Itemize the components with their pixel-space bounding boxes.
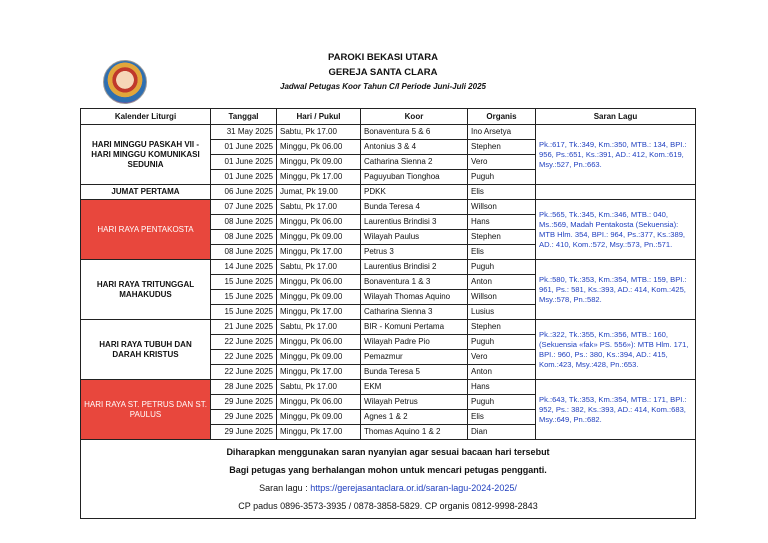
choir-cell: Antonius 3 & 4	[361, 140, 468, 155]
table-row	[81, 320, 696, 335]
organist-cell: Willson	[468, 200, 536, 215]
table-row	[81, 125, 696, 140]
date-cell: 01 June 2025	[211, 140, 277, 155]
liturgical-calendar-cell: HARI RAYA PENTAKOSTA	[81, 200, 211, 260]
footer-line-1: Diharapkan menggunakan saran nyanyian agar sesuai bacaan hari tersebut	[226, 447, 550, 457]
organist-cell: Vero	[468, 350, 536, 365]
song-suggestion-cell: Pk.:617, Tk.:349, Km.:350, MTB.: 134, BPI.: 956, Ps.:651, Ks.:391, AD.: 412, Kom.:619, Msy.:527, Pn.:663.	[536, 125, 696, 185]
table-row	[81, 380, 696, 395]
day-time-cell: Minggu, Pk 17.00	[277, 305, 361, 320]
schedule-subtitle: Jadwal Petugas Koor Tahun C/I Periode Juni-Juli 2025	[280, 82, 486, 91]
organist-cell: Elis	[468, 245, 536, 260]
saran-lagu-link[interactable]: https://gerejasantaclara.or.id/saran-lagu-2024-2025/	[310, 483, 517, 493]
date-cell: 01 June 2025	[211, 155, 277, 170]
song-suggestion-cell: Pk.:565, Tk.:345, Km.:346, MTB.: 040, Ms.:569, Madah Pentakosta (Sekuensia): MTB Hlm. 354, BPI.: 964, Ps.:377, Ks.:389, AD.: 410, Kom.:572, Msy.:573, Pn.:571.	[536, 200, 696, 260]
schedule-table	[80, 108, 696, 519]
choir-cell: Paguyuban Tionghoa	[361, 170, 468, 185]
organist-cell: Stephen	[468, 320, 536, 335]
day-time-cell: Minggu, Pk 06.00	[277, 395, 361, 410]
day-time-cell: Minggu, Pk 17.00	[277, 170, 361, 185]
day-time-cell: Minggu, Pk 06.00	[277, 140, 361, 155]
organist-cell: Puguh	[468, 335, 536, 350]
organist-cell: Elis	[468, 410, 536, 425]
choir-cell: Wilayah Paulus	[361, 230, 468, 245]
table-row	[81, 200, 696, 215]
liturgical-calendar-cell: HARI RAYA TRITUNGGAL MAHAKUDUS	[81, 260, 211, 320]
choir-cell: Pemazmur	[361, 350, 468, 365]
col-header-tanggal: Tanggal	[211, 109, 277, 125]
choir-cell: Wilayah Petrus	[361, 395, 468, 410]
col-header-koor: Koor	[361, 109, 468, 125]
church-title: GEREJA SANTA CLARA	[328, 67, 438, 78]
day-time-cell: Minggu, Pk 17.00	[277, 425, 361, 440]
day-time-cell: Sabtu, Pk 17.00	[277, 380, 361, 395]
liturgical-calendar-cell: HARI MINGGU PASKAH VII - HARI MINGGU KOMUNIKASI SEDUNIA	[81, 125, 211, 185]
date-cell: 14 June 2025	[211, 260, 277, 275]
day-time-cell: Minggu, Pk 06.00	[277, 335, 361, 350]
day-time-cell: Sabtu, Pk 17.00	[277, 200, 361, 215]
col-header-hari: Hari / Pukul	[277, 109, 361, 125]
day-time-cell: Minggu, Pk 06.00	[277, 275, 361, 290]
liturgical-calendar-cell: HARI RAYA ST. PETRUS DAN ST. PAULUS	[81, 380, 211, 440]
organist-cell: Anton	[468, 365, 536, 380]
date-cell: 08 June 2025	[211, 230, 277, 245]
choir-cell: Catharina Sienna 3	[361, 305, 468, 320]
col-header-organis: Organis	[468, 109, 536, 125]
song-suggestion-cell: Pk.:580, Tk.:353, Km.:354, MTB.: 159, BPI.: 961, Ps.: 581, Ks.:393, AD.: 414, Kom.:425, Msy.:578, Pn.:582.	[536, 260, 696, 320]
day-time-cell: Jumat, Pk 19.00	[277, 185, 361, 200]
choir-cell: Bonaventura 1 & 3	[361, 275, 468, 290]
date-cell: 29 June 2025	[211, 410, 277, 425]
choir-cell: EKM	[361, 380, 468, 395]
organist-cell: Willson	[468, 290, 536, 305]
date-cell: 21 June 2025	[211, 320, 277, 335]
day-time-cell: Minggu, Pk 06.00	[277, 215, 361, 230]
day-time-cell: Minggu, Pk 09.00	[277, 155, 361, 170]
choir-cell: Wilayah Padre Pio	[361, 335, 468, 350]
organist-cell: Anton	[468, 275, 536, 290]
day-time-cell: Minggu, Pk 17.00	[277, 245, 361, 260]
organist-cell: Puguh	[468, 260, 536, 275]
date-cell: 29 June 2025	[211, 425, 277, 440]
organist-cell: Elis	[468, 185, 536, 200]
day-time-cell: Minggu, Pk 09.00	[277, 410, 361, 425]
choir-cell: Laurentius Brindisi 2	[361, 260, 468, 275]
parish-logo	[103, 60, 147, 104]
date-cell: 15 June 2025	[211, 275, 277, 290]
organist-cell: Vero	[468, 155, 536, 170]
song-suggestion-cell: Pk.:322, Tk.:355, Km.:356, MTB.: 160, (Sekuensia «fak» PS. 556»): MTB Hlm. 171, BPI.: 960, Ps.: 380, Ks.:394, AD.: 415, Kom.:423, Msy.:428, Pn.:653.	[536, 320, 696, 380]
organist-cell: Dian	[468, 425, 536, 440]
choir-cell: Thomas Aquino 1 & 2	[361, 425, 468, 440]
choir-cell: Wilayah Thomas Aquino	[361, 290, 468, 305]
song-suggestion-cell	[536, 185, 696, 200]
choir-cell: PDKK	[361, 185, 468, 200]
table-row	[81, 260, 696, 275]
choir-cell: Bonaventura 5 & 6	[361, 125, 468, 140]
day-time-cell: Minggu, Pk 09.00	[277, 290, 361, 305]
day-time-cell: Minggu, Pk 09.00	[277, 230, 361, 245]
organist-cell: Puguh	[468, 170, 536, 185]
day-time-cell: Sabtu, Pk 17.00	[277, 260, 361, 275]
table-row	[81, 185, 696, 200]
day-time-cell: Sabtu, Pk 17.00	[277, 125, 361, 140]
choir-cell: Agnes 1 & 2	[361, 410, 468, 425]
organist-cell: Lusius	[468, 305, 536, 320]
date-cell: 07 June 2025	[211, 200, 277, 215]
date-cell: 08 June 2025	[211, 245, 277, 260]
date-cell: 22 June 2025	[211, 350, 277, 365]
date-cell: 28 June 2025	[211, 380, 277, 395]
choir-cell: Laurentius Brindisi 3	[361, 215, 468, 230]
day-time-cell: Minggu, Pk 17.00	[277, 365, 361, 380]
footer-line-3	[81, 479, 695, 497]
footer-notes	[81, 440, 696, 519]
organist-cell: Hans	[468, 215, 536, 230]
day-time-cell: Sabtu, Pk 17.00	[277, 320, 361, 335]
choir-cell: Petrus 3	[361, 245, 468, 260]
choir-cell: BIR - Komuni Pertama	[361, 320, 468, 335]
liturgical-calendar-cell: JUMAT PERTAMA	[81, 185, 211, 200]
organist-cell: Ino Arsetya	[468, 125, 536, 140]
choir-cell: Bunda Teresa 5	[361, 365, 468, 380]
organist-cell: Stephen	[468, 230, 536, 245]
date-cell: 01 June 2025	[211, 170, 277, 185]
date-cell: 22 June 2025	[211, 365, 277, 380]
organist-cell: Hans	[468, 380, 536, 395]
date-cell: 22 June 2025	[211, 335, 277, 350]
footer-contact: CP padus 0896-3573-3935 / 0878-3858-5829. CP organis 0812-9998-2843	[238, 501, 538, 511]
song-suggestion-cell: Pk.:643, Tk.:353, Km.:354, MTB.: 171, BPI.: 952, Ps.: 382, Ks.:393, AD.: 414, Kom.:683, Msy.:649, Pn.:682.	[536, 380, 696, 440]
liturgical-calendar-cell: HARI RAYA TUBUH DAN DARAH KRISTUS	[81, 320, 211, 380]
choir-cell: Bunda Teresa 4	[361, 200, 468, 215]
parish-title: PAROKI BEKASI UTARA	[328, 52, 438, 63]
date-cell: 31 May 2025	[211, 125, 277, 140]
footer-saran-label: Saran lagu :	[259, 483, 311, 493]
date-cell: 06 June 2025	[211, 185, 277, 200]
schedule-body	[81, 125, 696, 519]
organist-cell: Stephen	[468, 140, 536, 155]
table-header-row	[81, 109, 696, 125]
organist-cell: Puguh	[468, 395, 536, 410]
choir-cell: Catharina Sienna 2	[361, 155, 468, 170]
date-cell: 15 June 2025	[211, 305, 277, 320]
date-cell: 29 June 2025	[211, 395, 277, 410]
date-cell: 08 June 2025	[211, 215, 277, 230]
col-header-kalender: Kalender Liturgi	[81, 109, 211, 125]
col-header-saran: Saran Lagu	[536, 109, 696, 125]
date-cell: 15 June 2025	[211, 290, 277, 305]
day-time-cell: Minggu, Pk 09.00	[277, 350, 361, 365]
footer-line-2: Bagi petugas yang berhalangan mohon untuk mencari petugas pengganti.	[229, 465, 547, 475]
